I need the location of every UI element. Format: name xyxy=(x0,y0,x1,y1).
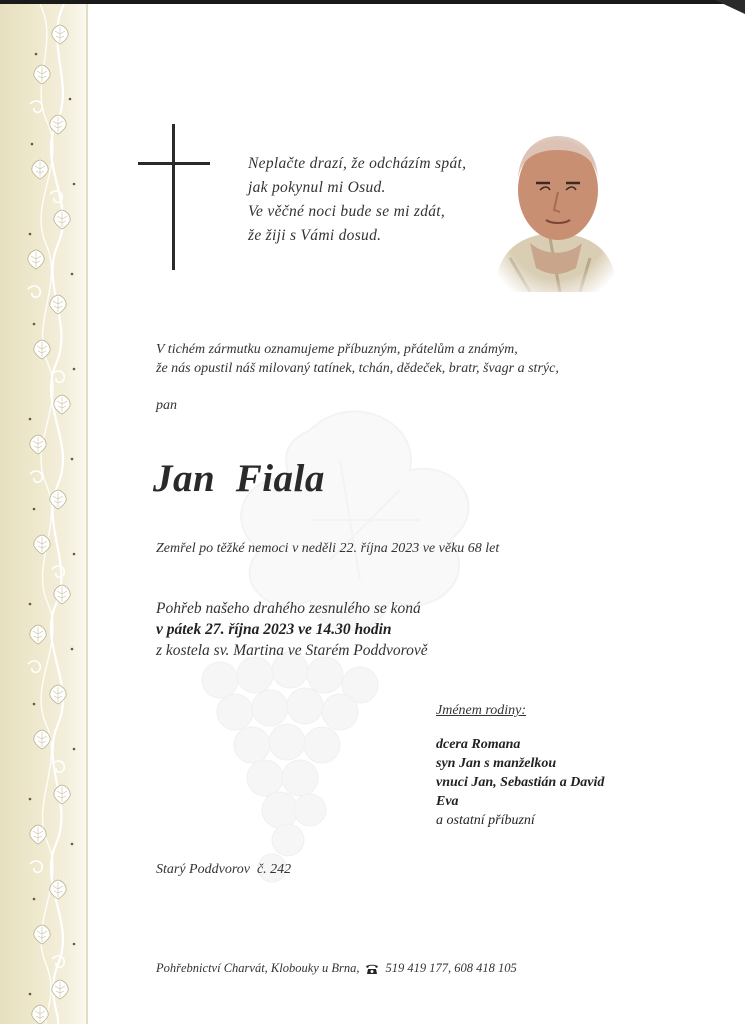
family-list xyxy=(436,735,604,830)
vine-ornament-icon xyxy=(0,4,88,1024)
funeral-info xyxy=(156,598,428,661)
deceased-name: Jan Fiala xyxy=(153,457,325,500)
address: Starý Poddvorov č. 242 xyxy=(156,862,292,877)
telephone-icon xyxy=(365,963,379,975)
family-heading: Jménem rodiny: xyxy=(436,703,527,718)
family-member: syn Jan s manželkou xyxy=(436,756,557,771)
memorial-verse xyxy=(248,152,466,248)
death-info: Zemřel po těžké nemoci v neděli 22. října 2023 ve věku 68 let xyxy=(156,541,500,556)
decorative-border xyxy=(0,4,88,1024)
funeral-date: v pátek 27. října 2023 ve 14.30 hodin xyxy=(156,621,392,638)
announcement-text xyxy=(156,340,559,378)
top-corner xyxy=(715,0,745,14)
family-member: dcera Romana xyxy=(436,737,521,752)
family-member: vnuci Jan, Sebastián a David xyxy=(436,775,605,790)
funeral-line: Pohřeb našeho drahého zesnulého se koná xyxy=(156,600,421,617)
family-others: a ostatní příbuzní xyxy=(436,813,535,828)
announcement-line: V tichém zármutku oznamujeme příbuzným, přátelům a známým, xyxy=(156,342,518,357)
funeral-place: z kostela sv. Martina ve Starém Poddvorově xyxy=(156,642,428,659)
top-edge xyxy=(0,0,745,4)
footer xyxy=(156,961,517,976)
family-member: Eva xyxy=(436,794,459,809)
phone-numbers: 519 419 177, 608 418 105 xyxy=(385,961,517,975)
cross-icon xyxy=(138,124,210,270)
verse-line: jak pokynul mi Osud. xyxy=(248,179,386,196)
portrait-photo xyxy=(490,128,622,292)
verse-line: že žiji s Vámi dosud. xyxy=(248,227,382,244)
title-pan: pan xyxy=(156,398,177,413)
verse-line: Ve věčné noci bude se mi zdát, xyxy=(248,203,446,220)
funeral-company: Pohřebnictví Charvát, Klobouky u Brna, xyxy=(156,961,360,975)
border-edge xyxy=(86,4,88,1024)
announcement-line: že nás opustil náš milovaný tatínek, tchán, dědeček, bratr, švagr a strýc, xyxy=(156,361,559,376)
verse-line: Neplačte drazí, že odcházím spát, xyxy=(248,155,467,172)
